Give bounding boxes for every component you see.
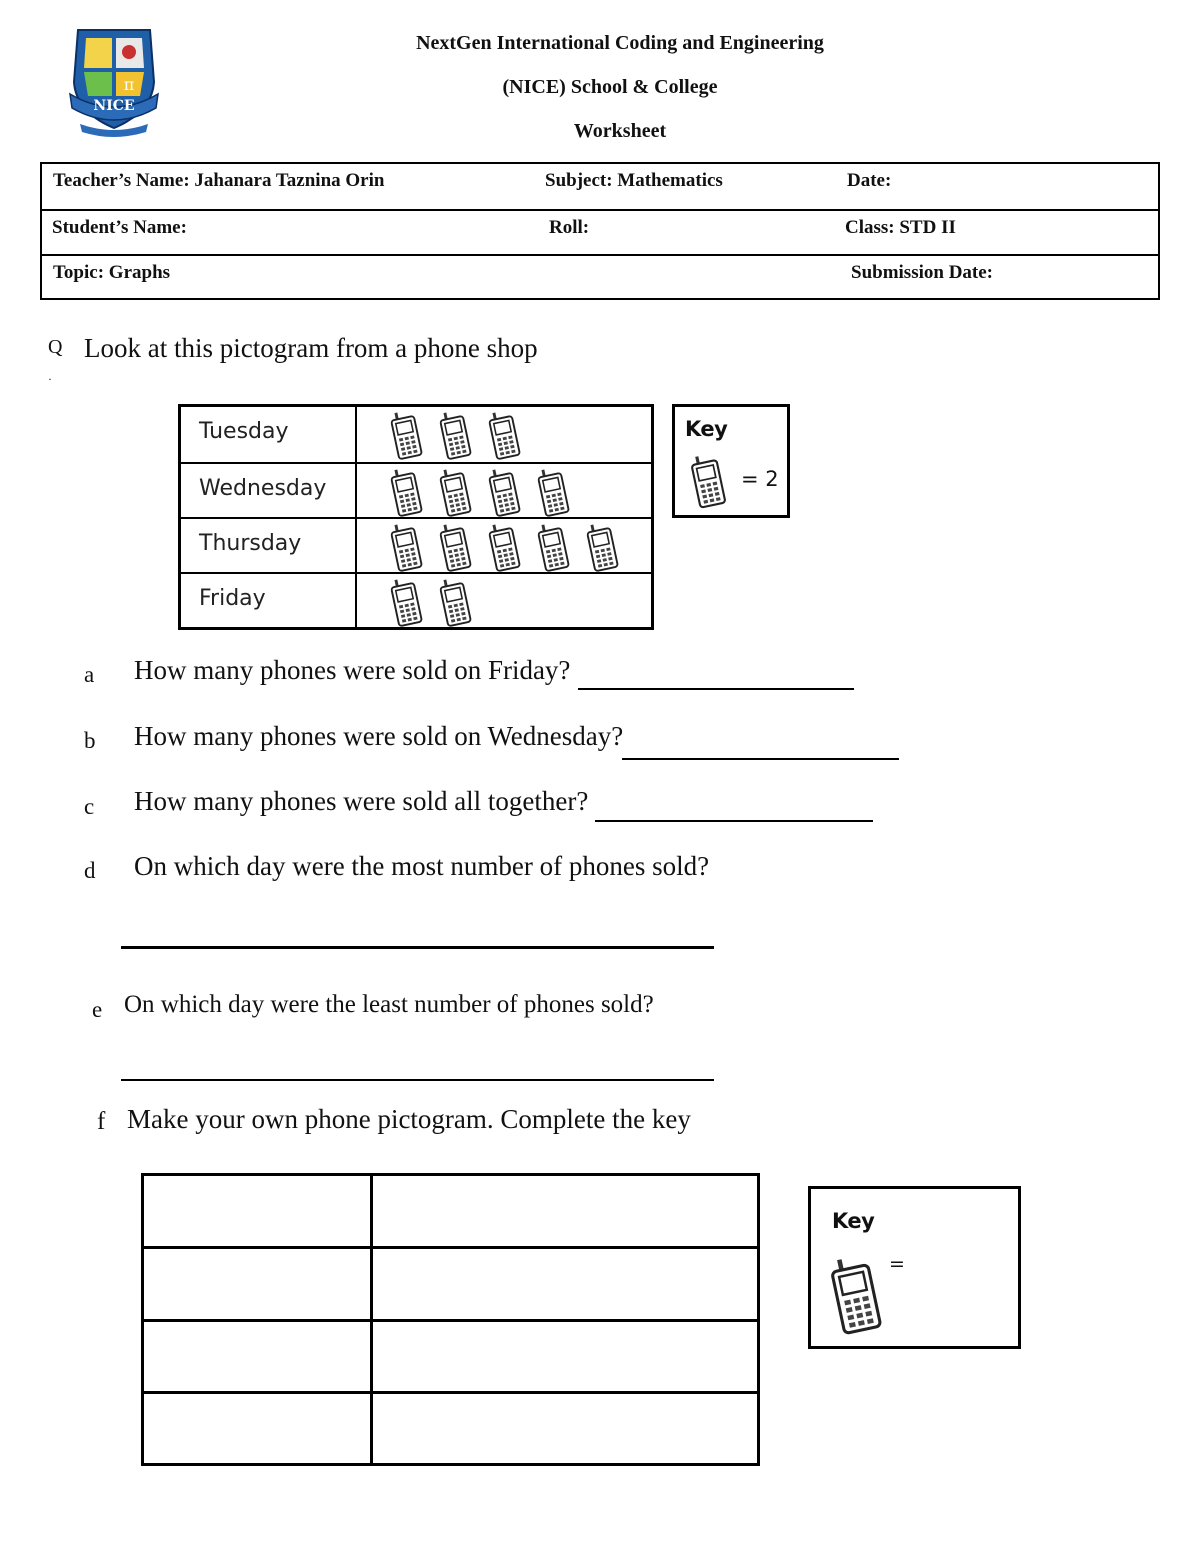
student-name-field[interactable]: Student’s Name: [52,217,187,238]
school-name-line2: (NICE) School & College [502,76,718,98]
answer-d-line[interactable] [121,946,714,949]
subq-d-letter: d [84,858,96,883]
own-key-label: Key [832,1209,875,1233]
roll-field[interactable]: Roll: [549,217,590,238]
key-label: Key [685,417,728,441]
phone-icon [436,410,476,460]
subq-f-letter: f [97,1108,106,1135]
phone-icon [534,467,574,517]
pictogram-row [181,407,651,462]
subq-c-letter: c [84,794,95,819]
class-label: Class: STD II [845,217,956,238]
subq-c-text: How many phones were sold all together? [134,786,589,816]
own-key-box [808,1186,1021,1349]
subq-b-letter: b [84,728,96,753]
phone-icon [387,577,427,627]
info-row-teacher [42,164,1158,210]
subq-e-letter: e [92,997,103,1022]
own-pictogram-row[interactable] [144,1246,757,1321]
topic-label: Topic: Graphs [53,262,171,283]
phone-icon [436,577,476,627]
stray-dot: · [48,372,52,386]
answer-c-line[interactable] [595,820,873,822]
phone-icon [436,522,476,572]
subq-e-text: On which day were the least number of phones sold? [124,991,654,1018]
subq-f-text: Make your own phone pictogram. Complete the key [127,1104,691,1134]
own-pictogram-table[interactable] [141,1173,760,1466]
subq-d-text: On which day were the most number of phones sold? [134,851,710,881]
pictogram-day: Thursday [199,531,302,556]
pictogram-day: Tuesday [199,419,289,444]
phone-icon [387,522,427,572]
pictogram-row [181,517,651,572]
school-name-line1: NextGen International Coding and Engineering [416,32,824,54]
info-row-student [42,209,1158,257]
phone-icon [387,467,427,517]
pictogram-row [181,462,651,517]
info-row-topic [42,254,1158,302]
pictogram-icons-1 [387,464,574,519]
phone-icon [534,522,574,572]
phone-icon [691,453,727,509]
info-table [40,162,1160,300]
phone-icon [387,410,427,460]
pictogram-table [178,404,654,630]
own-pictogram-row[interactable] [144,1391,757,1466]
pictogram-row [181,572,651,627]
phone-icon [583,522,623,572]
teacher-name: Teacher’s Name: Jahanara Taznina Orin [53,170,385,191]
worksheet-title: Worksheet [573,120,667,142]
pictogram-icons-3 [387,574,476,629]
pictogram-day: Friday [199,586,266,611]
pictogram-key [672,404,790,518]
subq-b-text: How many phones were sold on Wednesday? [134,721,624,751]
own-pictogram-row[interactable] [144,1319,757,1394]
phone-icon [436,467,476,517]
key-value: = 2 [741,467,779,491]
logo-text: NICE [93,98,135,114]
submission-date-field[interactable]: Submission Date: [851,262,993,283]
answer-a-line[interactable] [578,688,854,690]
answer-b-line[interactable] [622,758,899,760]
pictogram-day: Wednesday [199,476,327,501]
phone-icon [485,467,525,517]
date-field[interactable]: Date: [847,170,892,191]
pictogram-icons-2 [387,519,623,574]
answer-e-line[interactable] [121,1079,714,1081]
own-key-value[interactable]: = [889,1253,905,1275]
question-label: Q [48,336,63,358]
svg-text:π: π [123,75,135,94]
subq-a-text: How many phones were sold on Friday? [134,655,571,685]
subject: Subject: Mathematics [545,170,723,191]
phone-icon [485,522,525,572]
phone-icon [485,410,525,460]
pictogram-icons-0 [387,407,525,462]
question-text: Look at this pictogram from a phone shop [84,333,538,363]
subq-a-letter: a [84,662,95,687]
phone-icon [831,1255,883,1335]
